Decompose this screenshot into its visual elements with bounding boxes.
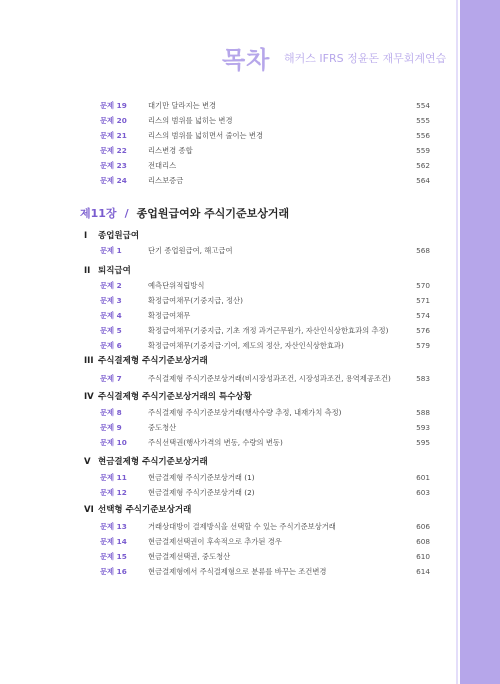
problem-number: 문제 24 (100, 176, 127, 185)
problem-title: 리스의 범위를 넓히는 변경 (148, 116, 233, 125)
page-number: 571 (416, 296, 430, 305)
problem-number: 문제 6 (100, 341, 122, 350)
problem-number: 문제 2 (100, 281, 122, 290)
section-heading (84, 390, 444, 404)
problem-number: 문제 20 (100, 116, 127, 125)
toc-header (0, 40, 447, 80)
toc-entry[interactable] (0, 520, 440, 534)
page-number: 606 (416, 522, 430, 531)
problem-number: 문제 13 (100, 522, 127, 531)
section-title: 주식결제형 주식기준보상거래의 특수상황 (98, 392, 252, 402)
problem-title: 현금결제형 주식기준보상거래 (2) (148, 488, 255, 497)
section-heading (84, 264, 444, 278)
toc-entry[interactable] (0, 244, 440, 258)
problem-title: 전대리스 (148, 161, 177, 170)
page-number: 603 (416, 488, 430, 497)
page-number: 576 (416, 326, 430, 335)
chapter-slash: / (124, 207, 129, 220)
page-number: 593 (416, 423, 430, 432)
problem-title: 확정급여채무(기중지급, 기초 개정 과거근무원가, 자산인식상한효과의 추정) (148, 326, 389, 335)
problem-number: 문제 11 (100, 473, 127, 482)
problem-number: 문제 5 (100, 326, 122, 335)
problem-title: 주식결제형 주식기준보상거래(비시장성과조건, 시장성과조건, 용역제공조건) (148, 374, 391, 383)
page-number: 554 (416, 101, 430, 110)
problem-title: 확정급여채무(기중지급, 정산) (148, 296, 243, 305)
toc-entry[interactable] (0, 159, 440, 173)
toc-entry[interactable] (0, 339, 440, 353)
problem-number: 문제 4 (100, 311, 122, 320)
problem-title: 주식선택권(행사가격의 변동, 수량의 변동) (148, 438, 283, 447)
problem-title: 확정급여채무 (148, 311, 191, 320)
toc-entry[interactable] (0, 486, 440, 500)
problem-number: 문제 16 (100, 567, 127, 576)
toc-entry[interactable] (0, 129, 440, 143)
page-number: 608 (416, 537, 430, 546)
toc-entry[interactable] (0, 565, 440, 579)
toc-entry[interactable] (0, 421, 440, 435)
section-title: 종업원급여 (98, 231, 140, 241)
problem-title: 현금결제형 주식기준보상거래 (1) (148, 473, 255, 482)
chapter-title: 종업원급여와 주식기준보상거래 (136, 207, 290, 220)
section-roman-numeral: I (84, 231, 88, 241)
page-number: 610 (416, 552, 430, 561)
toc-entry[interactable] (0, 550, 440, 564)
page-number: 595 (416, 438, 430, 447)
toc-entry[interactable] (0, 144, 440, 158)
section-heading (84, 229, 444, 243)
book-subtitle: 해커스 IFRS 정윤돈 재무회계연습 (284, 52, 447, 65)
page-number: 601 (416, 473, 430, 482)
problem-title: 리스의 범위를 넓히면서 줄이는 변경 (148, 131, 264, 140)
problem-title: 리스보증금 (148, 176, 184, 185)
toc-entry[interactable] (0, 436, 440, 450)
chapter-side-tab (460, 0, 500, 684)
section-title: 퇴직급여 (98, 266, 131, 276)
toc-entry[interactable] (0, 309, 440, 323)
section-roman-numeral: III (84, 356, 94, 366)
problem-number: 문제 7 (100, 374, 122, 383)
problem-number: 문제 10 (100, 438, 127, 447)
section-roman-numeral: II (84, 266, 91, 276)
problem-title: 현금결제형에서 주식결제형으로 분류를 바꾸는 조건변경 (148, 567, 327, 576)
section-roman-numeral: IV (84, 392, 94, 402)
chapter-number: 제11장 (80, 207, 117, 220)
page-number: 614 (416, 567, 430, 576)
problem-title: 주식결제형 주식기준보상거래(행사수량 추정, 내재가치 측정) (148, 408, 342, 417)
problem-title: 단기 종업원급여, 해고급여 (148, 246, 233, 255)
side-bar-divider (456, 0, 458, 684)
section-heading (84, 455, 444, 469)
problem-title: 현금결제선택권이 후속적으로 추가된 경우 (148, 537, 282, 546)
page-number: 579 (416, 341, 430, 350)
toc-entry[interactable] (0, 372, 440, 386)
chapter-heading (80, 205, 440, 223)
problem-title: 대기만 달라지는 변경 (148, 101, 217, 110)
problem-title: 현금결제선택권, 중도청산 (148, 552, 231, 561)
problem-title: 확정급여채무(기중지급·기여, 제도의 정산, 자산인식상한효과) (148, 341, 344, 350)
section-heading (84, 503, 444, 517)
page-number: 568 (416, 246, 430, 255)
page-number: 562 (416, 161, 430, 170)
section-roman-numeral: V (84, 457, 91, 467)
page-number: 555 (416, 116, 430, 125)
toc-entry[interactable] (0, 535, 440, 549)
toc-entry[interactable] (0, 279, 440, 293)
problem-number: 문제 15 (100, 552, 127, 561)
page-number: 570 (416, 281, 430, 290)
toc-entry[interactable] (0, 406, 440, 420)
toc-entry[interactable] (0, 174, 440, 188)
problem-title: 중도청산 (148, 423, 177, 432)
page-title: 목차 (222, 46, 271, 74)
problem-number: 문제 12 (100, 488, 127, 497)
problem-number: 문제 14 (100, 537, 127, 546)
problem-number: 문제 21 (100, 131, 127, 140)
problem-title: 예측단위적립방식 (148, 281, 205, 290)
page-number: 583 (416, 374, 430, 383)
toc-entry[interactable] (0, 99, 440, 113)
page-number: 559 (416, 146, 430, 155)
section-title: 선택형 주식기준보상거래 (98, 505, 192, 515)
page-number: 574 (416, 311, 430, 320)
problem-title: 리스변경 종합 (148, 146, 193, 155)
section-roman-numeral: VI (84, 505, 94, 515)
section-title: 현금결제형 주식기준보상거래 (98, 457, 208, 467)
problem-title: 거래상대방이 결제방식을 선택할 수 있는 주식기준보상거래 (148, 522, 336, 531)
toc-entry[interactable] (0, 324, 440, 338)
toc-entry[interactable] (0, 114, 440, 128)
problem-number: 문제 22 (100, 146, 127, 155)
problem-number: 문제 9 (100, 423, 122, 432)
problem-number: 문제 1 (100, 246, 122, 255)
problem-number: 문제 23 (100, 161, 127, 170)
page-number: 588 (416, 408, 430, 417)
toc-entry[interactable] (0, 294, 440, 308)
toc-entry[interactable] (0, 471, 440, 485)
problem-number: 문제 3 (100, 296, 122, 305)
section-title: 주식결제형 주식기준보상거래 (98, 356, 208, 366)
page-number: 564 (416, 176, 430, 185)
problem-number: 문제 8 (100, 408, 122, 417)
page-number: 556 (416, 131, 430, 140)
section-heading (84, 354, 444, 368)
problem-number: 문제 19 (100, 101, 127, 110)
